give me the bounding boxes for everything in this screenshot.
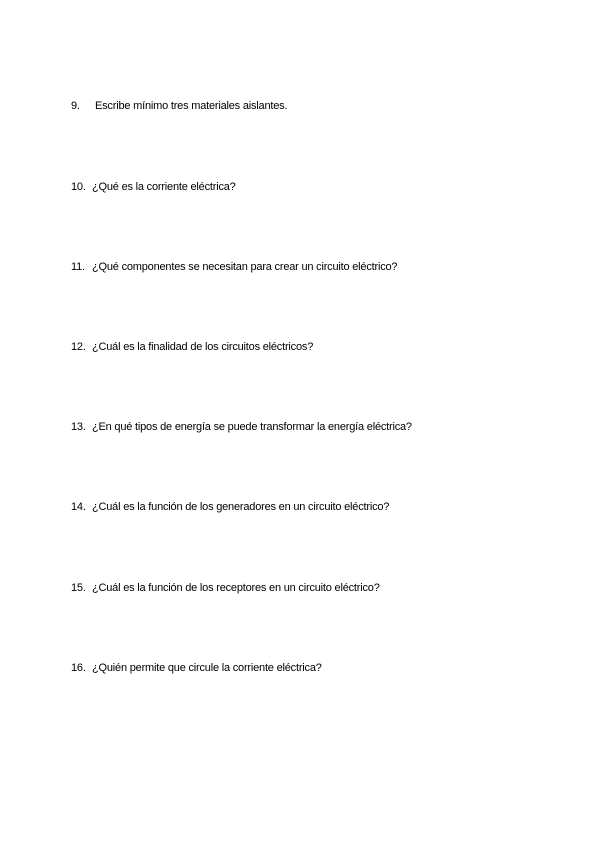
question-9 <box>71 99 287 113</box>
question-number: 16. <box>71 662 86 674</box>
question-text: ¿Cuál es la función de los generadores en un circuito eléctrico? <box>92 501 390 513</box>
question-number: 15. <box>71 582 86 594</box>
question-text: Escribe mínimo tres materiales aislantes. <box>95 100 288 112</box>
question-15 <box>71 581 380 595</box>
question-number: 12. <box>71 341 86 353</box>
question-13 <box>71 420 412 434</box>
question-text: ¿Cuál es la función de los receptores en un circuito eléctrico? <box>92 582 380 594</box>
question-text: ¿Cuál es la finalidad de los circuitos eléctricos? <box>92 341 314 353</box>
question-16 <box>71 661 322 675</box>
question-number: 9. <box>71 100 80 112</box>
question-text: ¿En qué tipos de energía se puede transformar la energía eléctrica? <box>92 421 412 433</box>
question-text: ¿Qué es la corriente eléctrica? <box>92 181 236 193</box>
question-number: 13. <box>71 421 86 433</box>
question-number: 14. <box>71 501 86 513</box>
question-number: 10. <box>71 181 86 193</box>
question-text: ¿Qué componentes se necesitan para crear un circuito eléctrico? <box>92 261 398 273</box>
question-14 <box>71 500 389 514</box>
question-11 <box>71 260 397 274</box>
question-number: 11. <box>71 261 85 273</box>
question-12 <box>71 340 313 354</box>
question-text: ¿Quién permite que circule la corriente eléctrica? <box>92 662 322 674</box>
question-10 <box>71 180 236 194</box>
